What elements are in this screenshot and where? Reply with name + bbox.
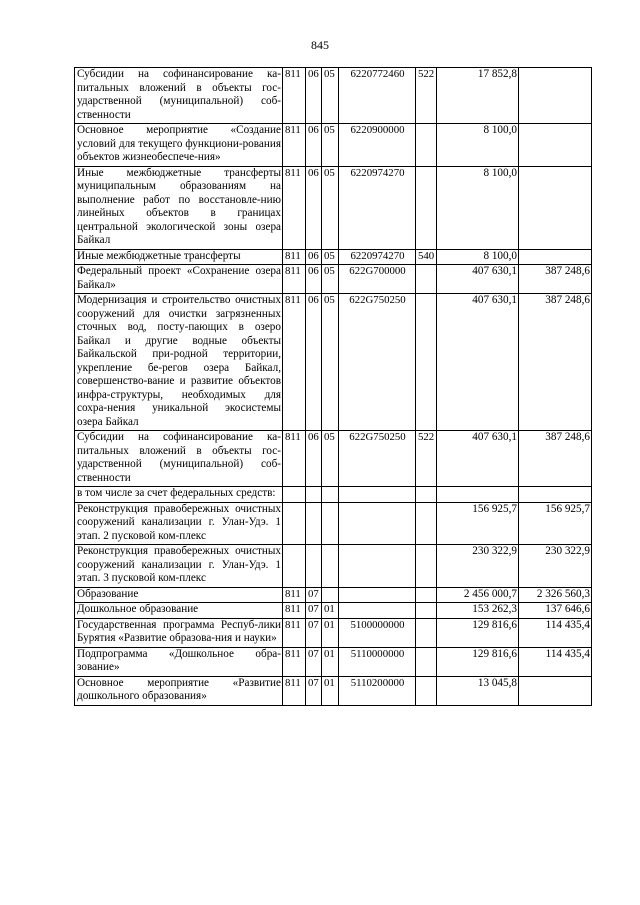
amount-year1-cell: 230 322,9 bbox=[437, 545, 519, 588]
amount-year2-cell: 230 322,9 bbox=[519, 545, 592, 588]
expense-type-cell: 522 bbox=[416, 431, 437, 487]
amount-year1-cell: 13 045,8 bbox=[437, 676, 519, 705]
amount-year2-cell: 2 326 560,3 bbox=[519, 587, 592, 603]
section-code-cell: 07 bbox=[306, 587, 322, 603]
table-row bbox=[75, 487, 592, 503]
table-row bbox=[75, 249, 592, 265]
row-name-cell: Подпрограмма «Дошкольное обра-зование» bbox=[75, 647, 283, 676]
expense-type-cell bbox=[416, 603, 437, 619]
amount-year1-cell: 129 816,6 bbox=[437, 618, 519, 647]
amount-year2-cell bbox=[519, 166, 592, 249]
ministry-code-cell: 811 bbox=[283, 249, 306, 265]
row-name-cell: Основное мероприятие «Развитие дошкольного образования» bbox=[75, 676, 283, 705]
target-article-cell bbox=[339, 603, 416, 619]
amount-year2-cell: 387 248,6 bbox=[519, 265, 592, 294]
row-name-cell: Реконструкция правобережных очистных сооружений канализации г. Улан-Удэ. 1 этап. 3 пусковой ком-плекс bbox=[75, 545, 283, 588]
expense-type-cell bbox=[416, 587, 437, 603]
amount-year2-cell bbox=[519, 68, 592, 124]
subsection-code-cell: 05 bbox=[322, 124, 339, 167]
subsection-code-cell: 01 bbox=[322, 676, 339, 705]
amount-year1-cell: 8 100,0 bbox=[437, 249, 519, 265]
amount-year2-cell: 387 248,6 bbox=[519, 431, 592, 487]
ministry-code-cell: 811 bbox=[283, 431, 306, 487]
row-name-cell: Модернизация и строительство очистных сооружений для очистки загрязненных сточных вод, посту-пающих в озеро Байкал и другие водные объекты Байкальской при-родной территории, укрепление бе-регов озера Байкал, совершенство-вание и развитие объектов инфра-структуры, необходимых для сохра-нения уникальной экосистемы озера Байкал bbox=[75, 294, 283, 431]
page-number: 845 bbox=[311, 38, 329, 52]
target-article-cell bbox=[339, 487, 416, 503]
ministry-code-cell: 811 bbox=[283, 603, 306, 619]
subsection-code-cell: 05 bbox=[322, 294, 339, 431]
table-row bbox=[75, 603, 592, 619]
amount-year1-cell: 407 630,1 bbox=[437, 294, 519, 431]
row-name-cell: Субсидии на софинансирование ка-питальных вложений в объекты гос-ударственной (муниципальной) соб-ственности bbox=[75, 431, 283, 487]
expense-type-cell bbox=[416, 294, 437, 431]
ministry-code-cell: 811 bbox=[283, 587, 306, 603]
subsection-code-cell bbox=[322, 487, 339, 503]
amount-year2-cell bbox=[519, 676, 592, 705]
target-article-cell: 6220772460 bbox=[339, 68, 416, 124]
table-row bbox=[75, 124, 592, 167]
target-article-cell: 5110000000 bbox=[339, 647, 416, 676]
amount-year2-cell bbox=[519, 249, 592, 265]
target-article-cell: 6220974270 bbox=[339, 166, 416, 249]
section-code-cell: 06 bbox=[306, 68, 322, 124]
amount-year2-cell: 137 646,6 bbox=[519, 603, 592, 619]
table-row bbox=[75, 294, 592, 431]
subsection-code-cell bbox=[322, 502, 339, 545]
section-code-cell bbox=[306, 545, 322, 588]
table-row bbox=[75, 502, 592, 545]
section-code-cell: 06 bbox=[306, 265, 322, 294]
table-row bbox=[75, 68, 592, 124]
section-code-cell: 06 bbox=[306, 294, 322, 431]
row-name-cell: Субсидии на софинансирование ка-питальных вложений в объекты гос-ударственной (муниципальной) соб-ственности bbox=[75, 68, 283, 124]
amount-year1-cell: 129 816,6 bbox=[437, 647, 519, 676]
ministry-code-cell bbox=[283, 502, 306, 545]
amount-year2-cell: 114 435,4 bbox=[519, 647, 592, 676]
ministry-code-cell bbox=[283, 545, 306, 588]
table-row bbox=[75, 618, 592, 647]
subsection-code-cell: 01 bbox=[322, 603, 339, 619]
table-row bbox=[75, 265, 592, 294]
section-code-cell bbox=[306, 487, 322, 503]
target-article-cell: 622G750250 bbox=[339, 294, 416, 431]
amount-year1-cell: 2 456 000,7 bbox=[437, 587, 519, 603]
table-row bbox=[75, 587, 592, 603]
amount-year1-cell: 8 100,0 bbox=[437, 166, 519, 249]
subsection-code-cell bbox=[322, 587, 339, 603]
target-article-cell: 6220974270 bbox=[339, 249, 416, 265]
expense-type-cell bbox=[416, 618, 437, 647]
target-article-cell: 622G700000 bbox=[339, 265, 416, 294]
section-code-cell: 07 bbox=[306, 618, 322, 647]
subsection-code-cell: 01 bbox=[322, 618, 339, 647]
section-code-cell: 07 bbox=[306, 647, 322, 676]
row-name-cell: Иные межбюджетные трансферты bbox=[75, 249, 283, 265]
target-article-cell: 5110200000 bbox=[339, 676, 416, 705]
row-name-cell: Иные межбюджетные трансферты муниципальным образованиям на выполнение работ по восстановле-нию линейных объектов в границах центральной экологической зоны озера Байкал bbox=[75, 166, 283, 249]
target-article-cell bbox=[339, 587, 416, 603]
target-article-cell: 622G750250 bbox=[339, 431, 416, 487]
expense-type-cell bbox=[416, 647, 437, 676]
section-code-cell: 06 bbox=[306, 249, 322, 265]
expense-type-cell bbox=[416, 166, 437, 249]
amount-year2-cell: 387 248,6 bbox=[519, 294, 592, 431]
budget-table bbox=[74, 67, 592, 706]
ministry-code-cell: 811 bbox=[283, 265, 306, 294]
budget-table-body bbox=[75, 68, 592, 706]
section-code-cell: 07 bbox=[306, 603, 322, 619]
section-code-cell: 06 bbox=[306, 166, 322, 249]
expense-type-cell bbox=[416, 545, 437, 588]
row-name-cell: Основное мероприятие «Создание условий для текущего функциони-рования объектов жизнеобеспече-ния» bbox=[75, 124, 283, 167]
amount-year1-cell: 153 262,3 bbox=[437, 603, 519, 619]
expense-type-cell bbox=[416, 676, 437, 705]
amount-year1-cell: 407 630,1 bbox=[437, 265, 519, 294]
subsection-code-cell bbox=[322, 545, 339, 588]
expense-type-cell: 540 bbox=[416, 249, 437, 265]
subsection-code-cell: 05 bbox=[322, 166, 339, 249]
table-row bbox=[75, 545, 592, 588]
expense-type-cell bbox=[416, 124, 437, 167]
subsection-code-cell: 05 bbox=[322, 68, 339, 124]
expense-type-cell: 522 bbox=[416, 68, 437, 124]
row-name-cell: Образование bbox=[75, 587, 283, 603]
row-name-cell: Реконструкция правобережных очистных сооружений канализации г. Улан-Удэ. 1 этап. 2 пусковой ком-плекс bbox=[75, 502, 283, 545]
amount-year2-cell bbox=[519, 124, 592, 167]
ministry-code-cell: 811 bbox=[283, 68, 306, 124]
ministry-code-cell: 811 bbox=[283, 618, 306, 647]
section-code-cell: 06 bbox=[306, 431, 322, 487]
amount-year1-cell: 17 852,8 bbox=[437, 68, 519, 124]
amount-year1-cell: 407 630,1 bbox=[437, 431, 519, 487]
amount-year1-cell: 8 100,0 bbox=[437, 124, 519, 167]
ministry-code-cell: 811 bbox=[283, 647, 306, 676]
target-article-cell: 6220900000 bbox=[339, 124, 416, 167]
table-row bbox=[75, 166, 592, 249]
expense-type-cell bbox=[416, 265, 437, 294]
table-row bbox=[75, 431, 592, 487]
section-code-cell: 07 bbox=[306, 676, 322, 705]
target-article-cell bbox=[339, 502, 416, 545]
subsection-code-cell: 01 bbox=[322, 647, 339, 676]
section-code-cell: 06 bbox=[306, 124, 322, 167]
amount-year2-cell: 114 435,4 bbox=[519, 618, 592, 647]
amount-year2-cell: 156 925,7 bbox=[519, 502, 592, 545]
table-row bbox=[75, 647, 592, 676]
row-name-cell: в том числе за счет федеральных средств: bbox=[75, 487, 283, 503]
expense-type-cell bbox=[416, 502, 437, 545]
row-name-cell: Федеральный проект «Сохранение озера Байкал» bbox=[75, 265, 283, 294]
target-article-cell bbox=[339, 545, 416, 588]
subsection-code-cell: 05 bbox=[322, 265, 339, 294]
amount-year1-cell bbox=[437, 487, 519, 503]
ministry-code-cell: 811 bbox=[283, 124, 306, 167]
expense-type-cell bbox=[416, 487, 437, 503]
table-row bbox=[75, 676, 592, 705]
amount-year1-cell: 156 925,7 bbox=[437, 502, 519, 545]
row-name-cell: Дошкольное образование bbox=[75, 603, 283, 619]
ministry-code-cell: 811 bbox=[283, 676, 306, 705]
subsection-code-cell: 05 bbox=[322, 249, 339, 265]
subsection-code-cell: 05 bbox=[322, 431, 339, 487]
row-name-cell: Государственная программа Респуб-лики Бурятия «Развитие образова-ния и науки» bbox=[75, 618, 283, 647]
ministry-code-cell bbox=[283, 487, 306, 503]
target-article-cell: 5100000000 bbox=[339, 618, 416, 647]
ministry-code-cell: 811 bbox=[283, 166, 306, 249]
section-code-cell bbox=[306, 502, 322, 545]
amount-year2-cell bbox=[519, 487, 592, 503]
ministry-code-cell: 811 bbox=[283, 294, 306, 431]
